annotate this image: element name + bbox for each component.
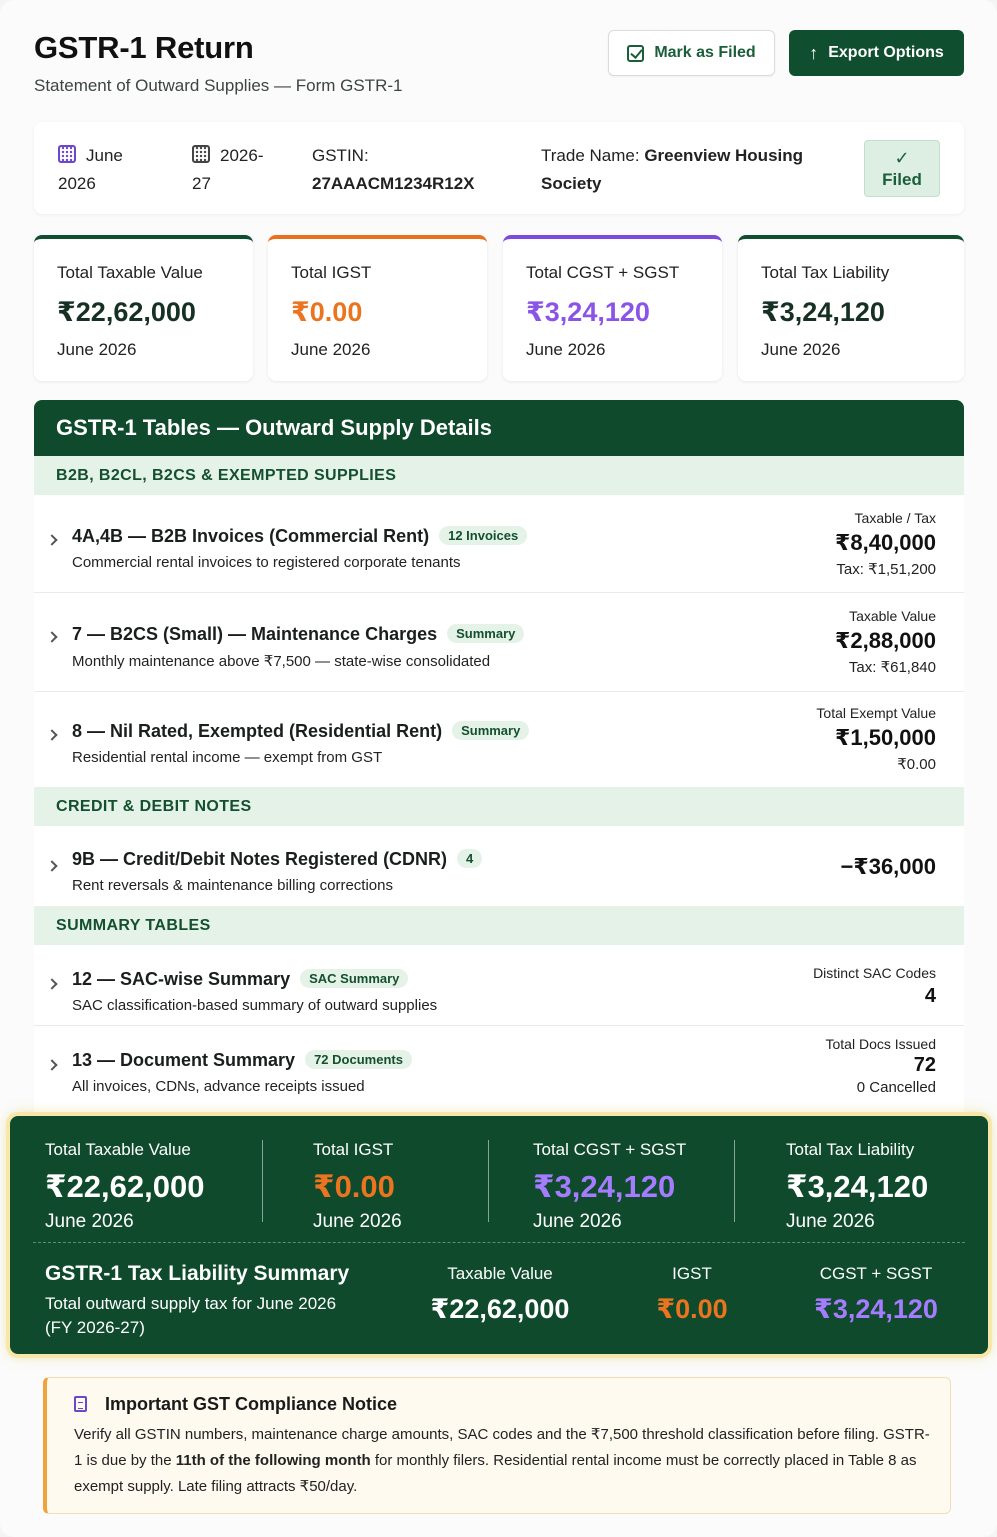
trade-name-label: Trade Name: [541,146,640,165]
row-tag: Summary [447,624,524,643]
row-description: Monthly maintenance above ₹7,500 — state-wise consolidated [72,653,491,670]
row-title: 9B — Credit/Debit Notes Registered (CDNR) [72,849,448,869]
row-amounts [826,1036,937,1096]
liability-label: CGST + SGST [819,1264,933,1283]
card-total-tax-liability [738,235,964,381]
row-amounts [813,965,936,1008]
card-label: Total Tax Liability [761,263,890,282]
financial-year [192,142,272,198]
table-row-sac-summary[interactable] [34,945,964,1026]
row-amount-label: Taxable / Tax [854,510,936,526]
chevron-right-icon [46,534,57,545]
summary-total-cgst-sgst [533,1140,686,1233]
check-icon: ✓ [894,148,910,168]
card-label: Total CGST + SGST [526,263,680,282]
notice-due-date: 11th of the following month [175,1452,371,1469]
summary-total-liability [786,1140,928,1233]
liability-value: ₹22,62,000 [430,1294,570,1324]
group-label-notes: CREDIT & DEBIT NOTES [34,787,964,826]
liability-taxable-value [428,1264,572,1325]
mark-as-filed-button[interactable] [608,30,775,76]
trade-name-info [541,142,831,198]
group-label-summary: SUMMARY TABLES [34,906,964,945]
document-icon [74,1396,87,1412]
row-title: 8 — Nil Rated, Exempted (Residential Rent) [72,721,443,741]
summary-period: June 2026 [533,1211,622,1232]
page-header [34,30,964,100]
notice-text-part1: Verify all GSTIN numbers, maintenance charge amounts, SAC codes and the ₹7,500 threshold classification before filing. GSTR-1 is due by the [74,1426,930,1469]
card-value: ₹3,24,120 [761,297,885,327]
card-label: Total IGST [291,263,372,282]
page-subtitle: Statement of Outward Supplies — Form GSTR-1 [34,76,403,95]
mark-as-filed-label: Mark as Filed [654,44,756,61]
liability-value: ₹3,24,120 [814,1294,938,1324]
summary-period: June 2026 [45,1211,134,1232]
notice-title [74,1394,930,1415]
row-amount-value: ₹1,50,000 [835,725,936,750]
row-description: All invoices, CDNs, advance receipts issued [72,1078,365,1095]
row-title: 12 — SAC-wise Summary [72,969,291,989]
table-row-b2b[interactable] [34,495,964,593]
summary-label: Total Taxable Value [45,1140,191,1159]
notice-text-part2: for monthly filers. Residential rental income must be correctly placed in Table 8 as exempt supply. Late filing attracts ₹50/day. [74,1452,917,1495]
row-amounts [816,705,936,773]
checkbox-icon [627,45,644,62]
card-value: ₹22,62,000 [57,297,196,327]
table-row-nil-rated[interactable] [34,692,964,787]
card-period: June 2026 [291,340,371,359]
row-amounts [835,510,936,578]
summary-total-taxable [45,1140,204,1233]
period-year: 2026 [58,174,96,193]
summary-period: June 2026 [786,1211,875,1232]
row-amount-value: ₹2,88,000 [835,628,936,653]
fy-part2: 27 [192,174,211,193]
chevron-right-icon [46,631,57,642]
fy-part1: 2026- [220,146,264,165]
row-amount-label: Taxable Value [849,608,936,624]
liability-cgst-sgst [806,1264,946,1325]
liability-value: ₹0.00 [656,1294,728,1324]
filed-status-label: Filed [882,170,922,189]
row-title: 7 — B2CS (Small) — Maintenance Charges [72,624,438,644]
row-tag: 72 Documents [305,1050,412,1069]
card-period: June 2026 [761,340,841,359]
card-label: Total Taxable Value [57,263,203,282]
divider [734,1140,735,1222]
row-amounts [841,850,936,880]
group-label-supplies: B2B, B2CL, B2CS & EXEMPTED SUPPLIES [34,456,964,495]
row-description: Residential rental income — exempt from GST [72,749,383,766]
trade-name-value-cont: Society [541,174,602,193]
tables-heading: GSTR-1 Tables — Outward Supply Details [34,400,964,456]
row-amount-sub: Tax: ₹1,51,200 [836,561,936,578]
row-amount-sub: 0 Cancelled [856,1079,936,1096]
row-description: Commercial rental invoices to registered corporate tenants [72,554,461,571]
row-tag: 4 [457,849,482,868]
notice-title-text: Important GST Compliance Notice [105,1394,398,1414]
table-row-cdnr[interactable] [34,826,964,906]
liability-igst [646,1264,738,1325]
tax-summary-box [10,1116,988,1354]
divider [33,1242,965,1243]
card-value: ₹0.00 [291,297,363,327]
card-period: June 2026 [526,340,606,359]
export-options-label: Export Options [828,44,944,61]
gstin-info [312,142,512,198]
summary-label: Total CGST + SGST [533,1140,687,1159]
row-amount-value: 72 [913,1054,936,1076]
row-description: Rent reversals & maintenance billing corrections [72,877,393,894]
arrow-up-icon: ↑ [809,43,819,63]
liability-summary-title: GSTR-1 Tax Liability Summary [45,1262,350,1285]
divider [262,1140,263,1222]
table-row-document-summary[interactable] [34,1026,964,1116]
row-tag: 12 Invoices [439,526,527,545]
card-period: June 2026 [57,340,137,359]
gstr1-tables-panel [34,400,964,1120]
row-amount-value: −₹36,000 [840,854,936,879]
summary-total-igst [313,1140,402,1233]
period-month: June [86,146,123,165]
compliance-notice [43,1377,951,1514]
liability-summary-description: Total outward supply tax for June 2026 (FY 2026-27) [45,1294,337,1337]
row-amount-label: Distinct SAC Codes [813,965,936,981]
row-amount-label: Total Exempt Value [816,705,936,721]
divider [488,1140,489,1222]
row-amount-sub: Tax: ₹61,840 [848,659,936,676]
export-options-button[interactable] [789,30,964,76]
page-title: GSTR-1 Return [34,30,254,65]
row-amounts [835,608,936,676]
row-amount-value: 4 [924,985,936,1007]
calendar-icon [58,145,76,163]
return-period [58,142,148,198]
card-value: ₹3,24,120 [526,297,650,327]
summary-value: ₹22,62,000 [45,1169,205,1204]
summary-label: Total IGST [313,1140,394,1159]
gstin-label: GSTIN: [312,146,369,165]
summary-value: ₹0.00 [313,1169,395,1204]
row-amount-sub: ₹0.00 [897,756,936,773]
table-row-b2cs[interactable] [34,593,964,692]
row-tag: SAC Summary [300,969,408,988]
row-amount-value: ₹8,40,000 [835,530,936,555]
card-total-taxable-value [34,235,253,381]
gstin-value: 27AAACM1234R12X [312,174,475,193]
calendar-icon [192,145,210,163]
summary-label: Total Tax Liability [786,1140,915,1159]
liability-label: IGST [672,1264,712,1283]
return-info-bar [34,122,964,214]
row-tag: Summary [452,721,529,740]
chevron-right-icon [46,978,57,989]
row-title: 4A,4B — B2B Invoices (Commercial Rent) [72,526,430,546]
card-total-cgst-sgst [503,235,722,381]
row-title: 13 — Document Summary [72,1050,296,1070]
chevron-right-icon [46,729,57,740]
summary-value: ₹3,24,120 [786,1169,929,1204]
filed-status-badge [864,140,940,197]
notice-body [74,1422,930,1500]
card-total-igst [268,235,487,381]
row-description: SAC classification-based summary of outward supplies [72,997,438,1014]
trade-name-value: Greenview Housing [644,146,804,165]
header-actions [608,30,964,76]
summary-value: ₹3,24,120 [533,1169,676,1204]
chevron-right-icon [46,1059,57,1070]
summary-period: June 2026 [313,1211,402,1232]
chevron-right-icon [46,860,57,871]
row-amount-label: Total Docs Issued [825,1036,936,1052]
liability-label: Taxable Value [447,1264,553,1283]
